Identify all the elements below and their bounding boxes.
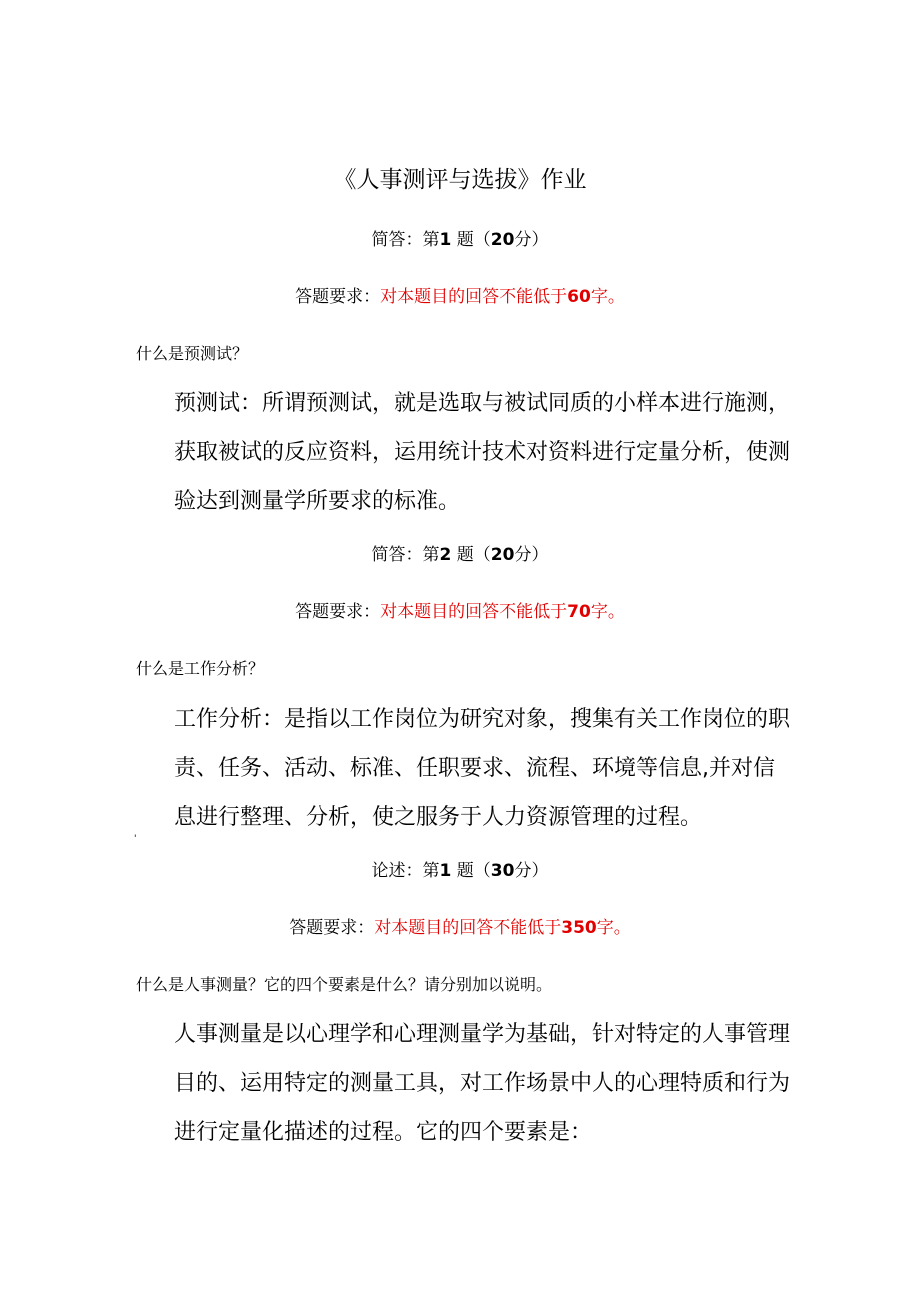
requirement-label: 答题要求： [295, 602, 381, 622]
answer-line: 验达到测量学所要求的标准。 [174, 489, 461, 514]
answer-line: 获取被试的反应资料，运用统计技术对资料进行定量分析，使测 [174, 440, 791, 465]
requirement-text: 对本题目的回答不能低于 [374, 918, 562, 938]
answer-text [174, 379, 844, 526]
requirement-label: 答题要求： [289, 918, 375, 938]
heading-score: 30 [490, 861, 515, 881]
heading-number: 2 [439, 545, 452, 565]
requirement-number: 60 [567, 287, 591, 307]
heading-number: 1 [439, 230, 452, 250]
answer-line: 进行定量化描述的过程。它的四个要素是： [174, 1120, 593, 1145]
question-text: 什么是工作分析？ [136, 659, 265, 678]
heading-prefix: 简答：第 [371, 230, 440, 250]
heading-prefix: 简答：第 [371, 545, 440, 565]
stray-mark: ' [134, 834, 137, 844]
answer-line: 预测试：所谓预测试，就是选取与被试同质的小样本进行施测， [174, 391, 791, 416]
requirement-label: 答题要求： [295, 287, 381, 307]
section-heading [0, 541, 920, 569]
section-heading [0, 226, 920, 254]
requirement-text: 对本题目的回答不能低于 [380, 602, 568, 622]
answer-line: 人事测量是以心理学和心理测量学为基础，针对特定的人事管理 [174, 1022, 791, 1047]
heading-score: 20 [490, 545, 515, 565]
section-heading [0, 857, 920, 885]
requirement-suffix: 字。 [590, 602, 625, 622]
heading-suffix: 分） [514, 861, 549, 881]
answer-requirement [0, 914, 920, 942]
answer-requirement [0, 283, 920, 311]
heading-prefix: 论述：第 [371, 861, 440, 881]
heading-mid: 题（ [456, 230, 491, 250]
heading-suffix: 分） [514, 545, 549, 565]
requirement-number: 350 [561, 918, 597, 938]
answer-line: 息进行整理、分析，使之服务于人力资源管理的过程。 [174, 805, 703, 830]
heading-mid: 题（ [456, 545, 491, 565]
heading-suffix: 分） [514, 230, 549, 250]
answer-text [174, 695, 844, 842]
answer-line: 工作分析：是指以工作岗位为研究对象，搜集有关工作岗位的职 [174, 707, 791, 732]
answer-line: 目的、运用特定的测量工具，对工作场景中人的心理特质和行为 [174, 1071, 791, 1096]
question-text: 什么是人事测量？它的四个要素是什么？请分别加以说明。 [136, 975, 553, 994]
requirement-number: 70 [567, 602, 591, 622]
heading-mid: 题（ [456, 861, 491, 881]
heading-number: 1 [439, 861, 452, 881]
answer-line: 责、任务、活动、标准、任职要求、流程、环境等信息,并对信 [174, 756, 775, 781]
answer-text [174, 1010, 844, 1157]
answer-requirement [0, 598, 920, 626]
question-text: 什么是预测试？ [136, 344, 249, 363]
document-title: 《人事测评与选拔》作业 [333, 167, 587, 193]
requirement-suffix: 字。 [596, 918, 631, 938]
requirement-suffix: 字。 [590, 287, 625, 307]
requirement-text: 对本题目的回答不能低于 [380, 287, 568, 307]
heading-score: 20 [490, 230, 515, 250]
